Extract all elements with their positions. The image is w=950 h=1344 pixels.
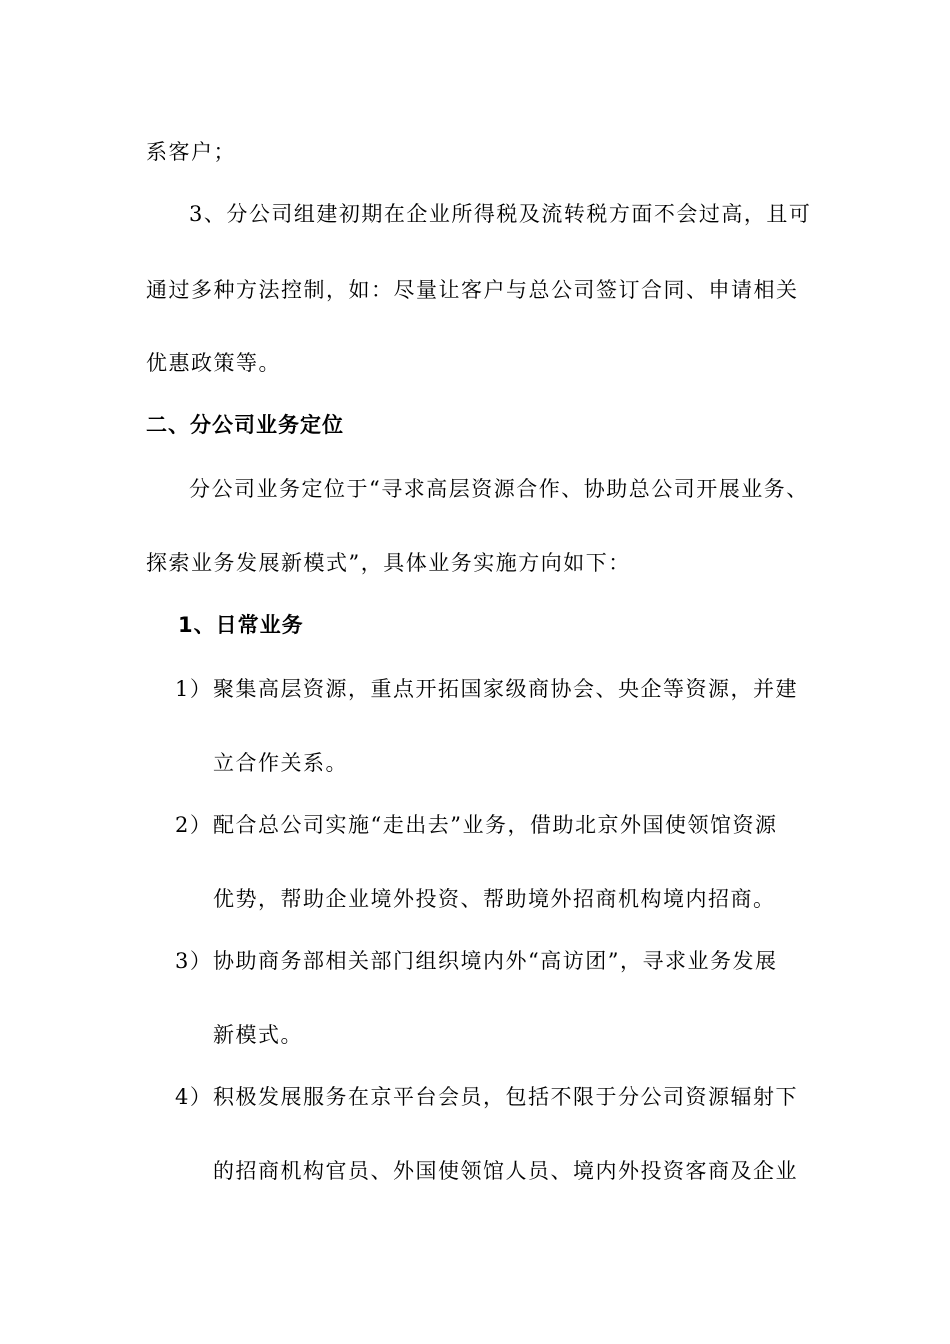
paragraph-line: 通过多种方法控制，如：尽量让客户与总公司签订合同、申请相关 [146,278,799,302]
list-item-number: 2） [175,813,213,837]
list-item [175,948,777,974]
paragraph-line: 优惠政策等。 [146,351,281,375]
list-item-continuation: 新模式。 [213,1023,303,1047]
paragraph-line: 分公司业务定位于“寻求高层资源合作、协助总公司开展业务、 [189,477,809,501]
list-item-continuation: 立合作关系。 [213,751,348,775]
subsection-heading: 1、日常业务 [178,613,304,637]
list-item-number: 3） [175,949,213,973]
list-item-continuation: 优势，帮助企业境外投资、帮助境外招商机构境内招商。 [213,887,776,911]
list-item [175,1084,798,1110]
paragraph-line: 探索业务发展新模式”，具体业务实施方向如下： [146,551,631,575]
list-item-text: 聚集高层资源，重点开拓国家级商协会、央企等资源，并建 [213,677,798,701]
paragraph-tail: 系客户； [146,140,236,164]
list-item-number: 1） [175,677,213,701]
list-item-text: 积极发展服务在京平台会员，包括不限于分公司资源辐射下 [213,1085,798,1109]
list-item-text: 协助商务部相关部门组织境内外“高访团”，寻求业务发展 [213,949,778,973]
list-item [175,812,777,838]
list-item-text: 配合总公司实施“走出去”业务，借助北京外国使领馆资源 [213,813,778,837]
list-item-number: 4） [175,1085,213,1109]
list-item [175,676,798,702]
list-item-continuation: 的招商机构官员、外国使领馆人员、境内外投资客商及企业 [213,1159,798,1183]
paragraph-line: 3、分公司组建初期在企业所得税及流转税方面不会过高，且可 [189,202,812,226]
section-heading: 二、分公司业务定位 [146,413,344,437]
